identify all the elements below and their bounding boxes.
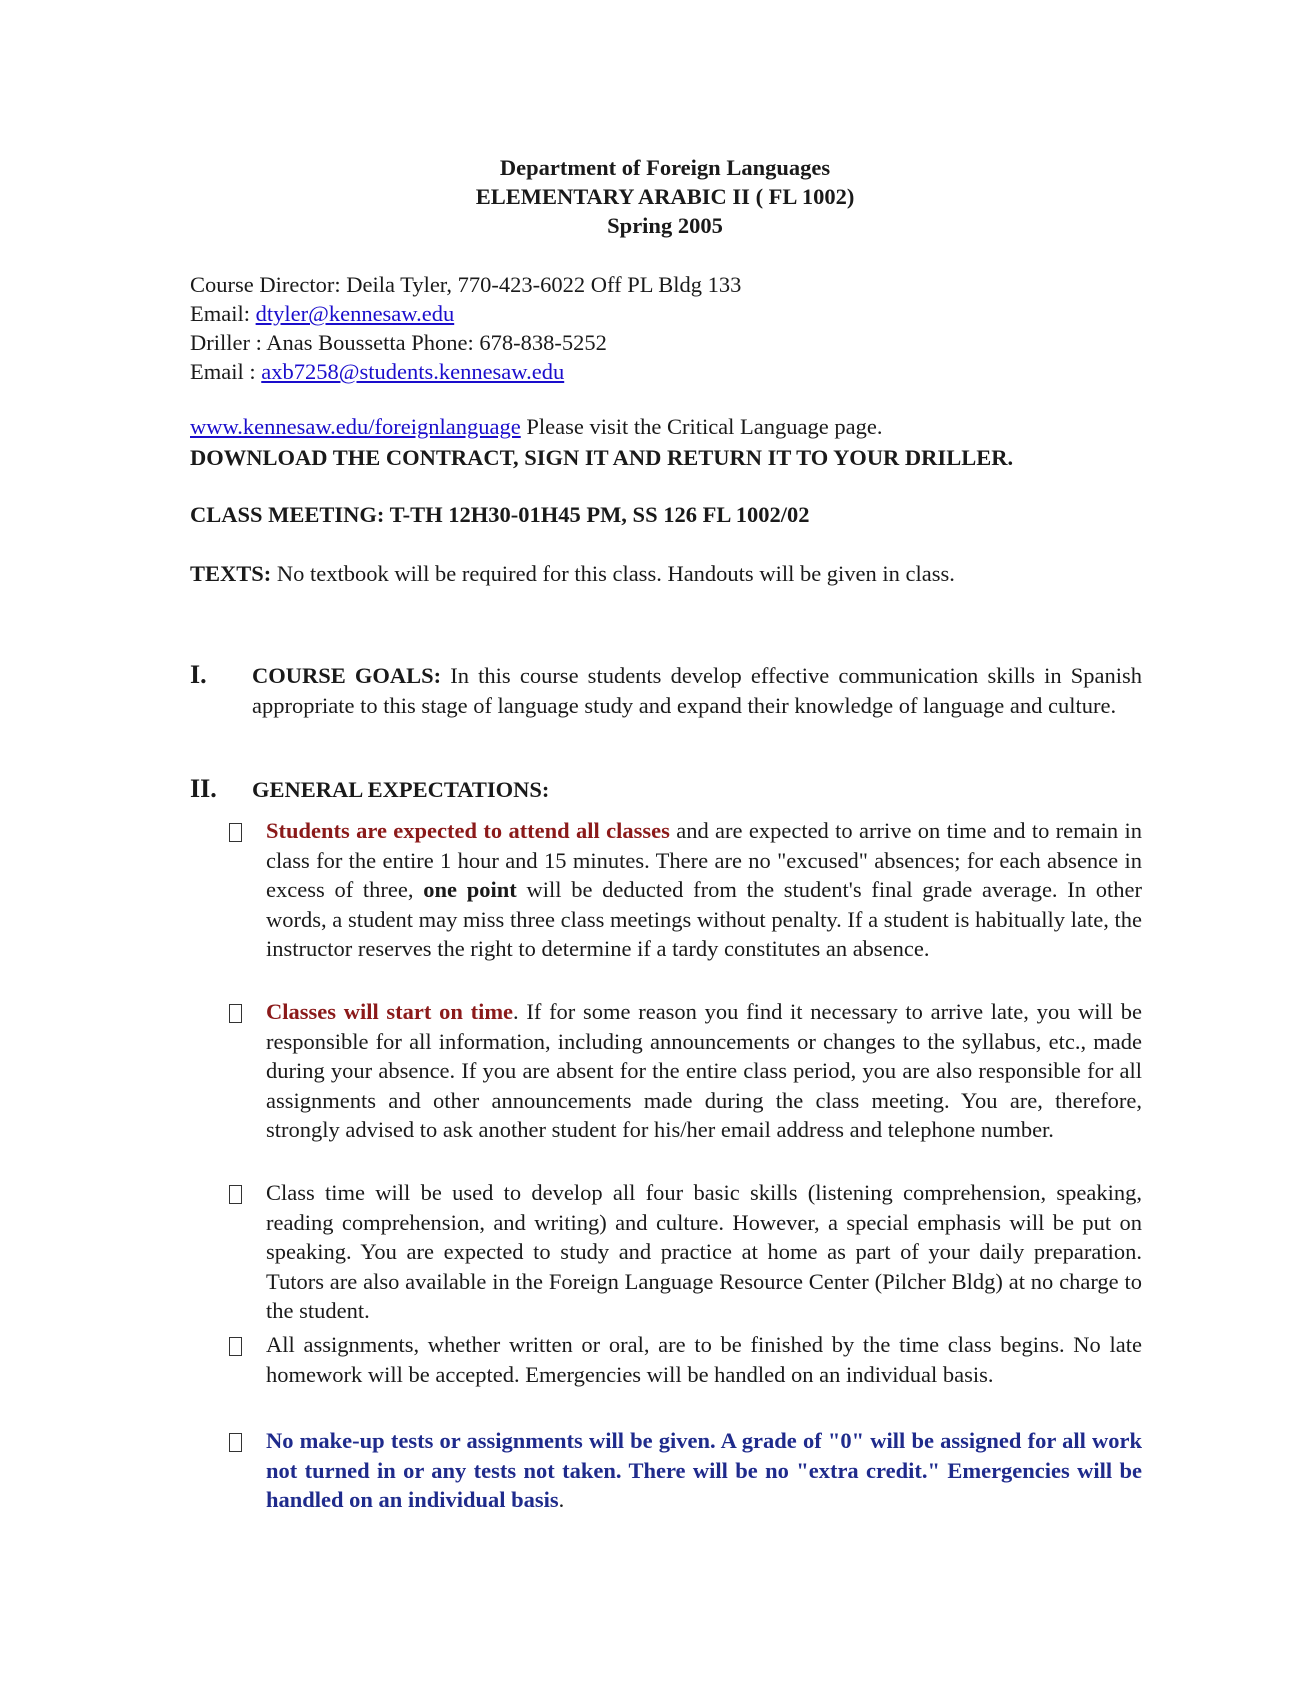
general-expectations-title: GENERAL EXPECTATIONS: <box>252 777 550 802</box>
contact-block <box>190 270 741 386</box>
bullet-box-icon <box>229 1337 242 1356</box>
bullet-box-icon <box>229 1433 242 1452</box>
texts-label: TEXTS: <box>190 561 272 586</box>
list-item: Class time will be used to develop all four basic skills (listening comprehension, speaking, reading comprehension, and writing) and culture. However, a special emphasis will be put on speaking. You are expected to study and practice at home as part of your daily preparation. Tutors are also available in the Foreign Language Resource Center (Pilcher Bldg) at no charge to the student. <box>229 1178 1142 1326</box>
list-item: Classes will start on time. If for some reason you find it necessary to arrive late, you will be responsible for all information, including announcements or changes to the syllabus, etc., made during your absence. If you are absent for the entire class period, you are also responsible for all assignments and other announcements made during the class meeting. You are, therefore, strongly advised to ask another student for his/her email address and telephone number. <box>229 997 1142 1145</box>
website-note: Please visit the Critical Language page. <box>520 414 883 439</box>
list-item: No make-up tests or assignments will be given. A grade of "0" will be assigned for all work not turned in or any tests not taken. There will be no "extra credit." Emergencies will be handled on an individual basis. <box>229 1426 1142 1515</box>
website-line <box>190 412 882 441</box>
texts-body: No textbook will be required for this class. Handouts will be given in class. <box>271 561 955 586</box>
department-title: Department of Foreign Languages <box>499 155 831 180</box>
driller-line: Driller : Anas Boussetta Phone: 678-838-5252 <box>190 330 607 355</box>
download-contract-notice: DOWNLOAD THE CONTRACT, SIGN IT AND RETURN IT TO YOUR DRILLER. <box>190 445 1014 470</box>
one-point-text: one point <box>423 877 517 902</box>
director-email-link[interactable]: dtyler@kennesaw.edu <box>255 301 455 326</box>
start-on-time-lead: Classes will start on time <box>266 999 514 1024</box>
list-item: Students are expected to attend all classes and are expected to arrive on time and to remain in class for the entire 1 hour and 15 minutes. There are no "excused" absences; for each absence in excess of three, one point will be deducted from the student's final grade average. In other words, a student may miss three class meetings without penalty. If a student is habitually late, the instructor reserves the right to determine if a tardy constitutes an absence. <box>229 816 1142 964</box>
texts-line <box>190 561 955 587</box>
document-header <box>0 153 1306 240</box>
course-goals-section <box>252 661 1142 721</box>
department-website-link[interactable]: www.kennesaw.edu/foreignlanguage <box>190 414 521 439</box>
no-makeup-policy: No make-up tests or assignments will be given. A grade of "0" will be assigned for all work not turned in or any tests not taken. There will be no "extra credit." Emergencies will be handled on an individual basis <box>266 1428 1142 1512</box>
course-goals-body: In this course students develop effective communication skills in Spanish appropriate to this stage of language study and expand their knowledge of language and culture. <box>252 663 1142 718</box>
course-title: ELEMENTARY ARABIC II ( FL 1002) <box>475 184 855 209</box>
course-goals-title: COURSE GOALS: <box>252 663 442 688</box>
course-director-line: Course Director: Deila Tyler, 770-423-6022 Off PL Bldg 133 <box>190 272 742 297</box>
bullet-box-icon <box>229 1004 242 1023</box>
driller-email-link[interactable]: axb7258@students.kennesaw.edu <box>261 359 565 384</box>
class-meeting-line: CLASS MEETING: T-TH 12H30-01H45 PM, SS 126 FL 1002/02 <box>190 502 810 527</box>
list-item: All assignments, whether written or oral, are to be finished by the time class begins. No late homework will be accepted. Emergencies will be handled on an individual basis. <box>229 1330 1142 1389</box>
term-title: Spring 2005 <box>607 213 723 238</box>
section-number-expectations: II. <box>190 774 217 803</box>
bullet-box-icon <box>229 1185 242 1204</box>
driller-email-line: Email : axb7258@students.kennesaw.edu <box>190 359 565 384</box>
director-email-line: Email: dtyler@kennesaw.edu <box>190 301 455 326</box>
attendance-lead: Students are expected to attend all classes <box>266 818 670 843</box>
section-number-goals: I. <box>190 660 207 689</box>
bullet-box-icon <box>229 823 242 842</box>
